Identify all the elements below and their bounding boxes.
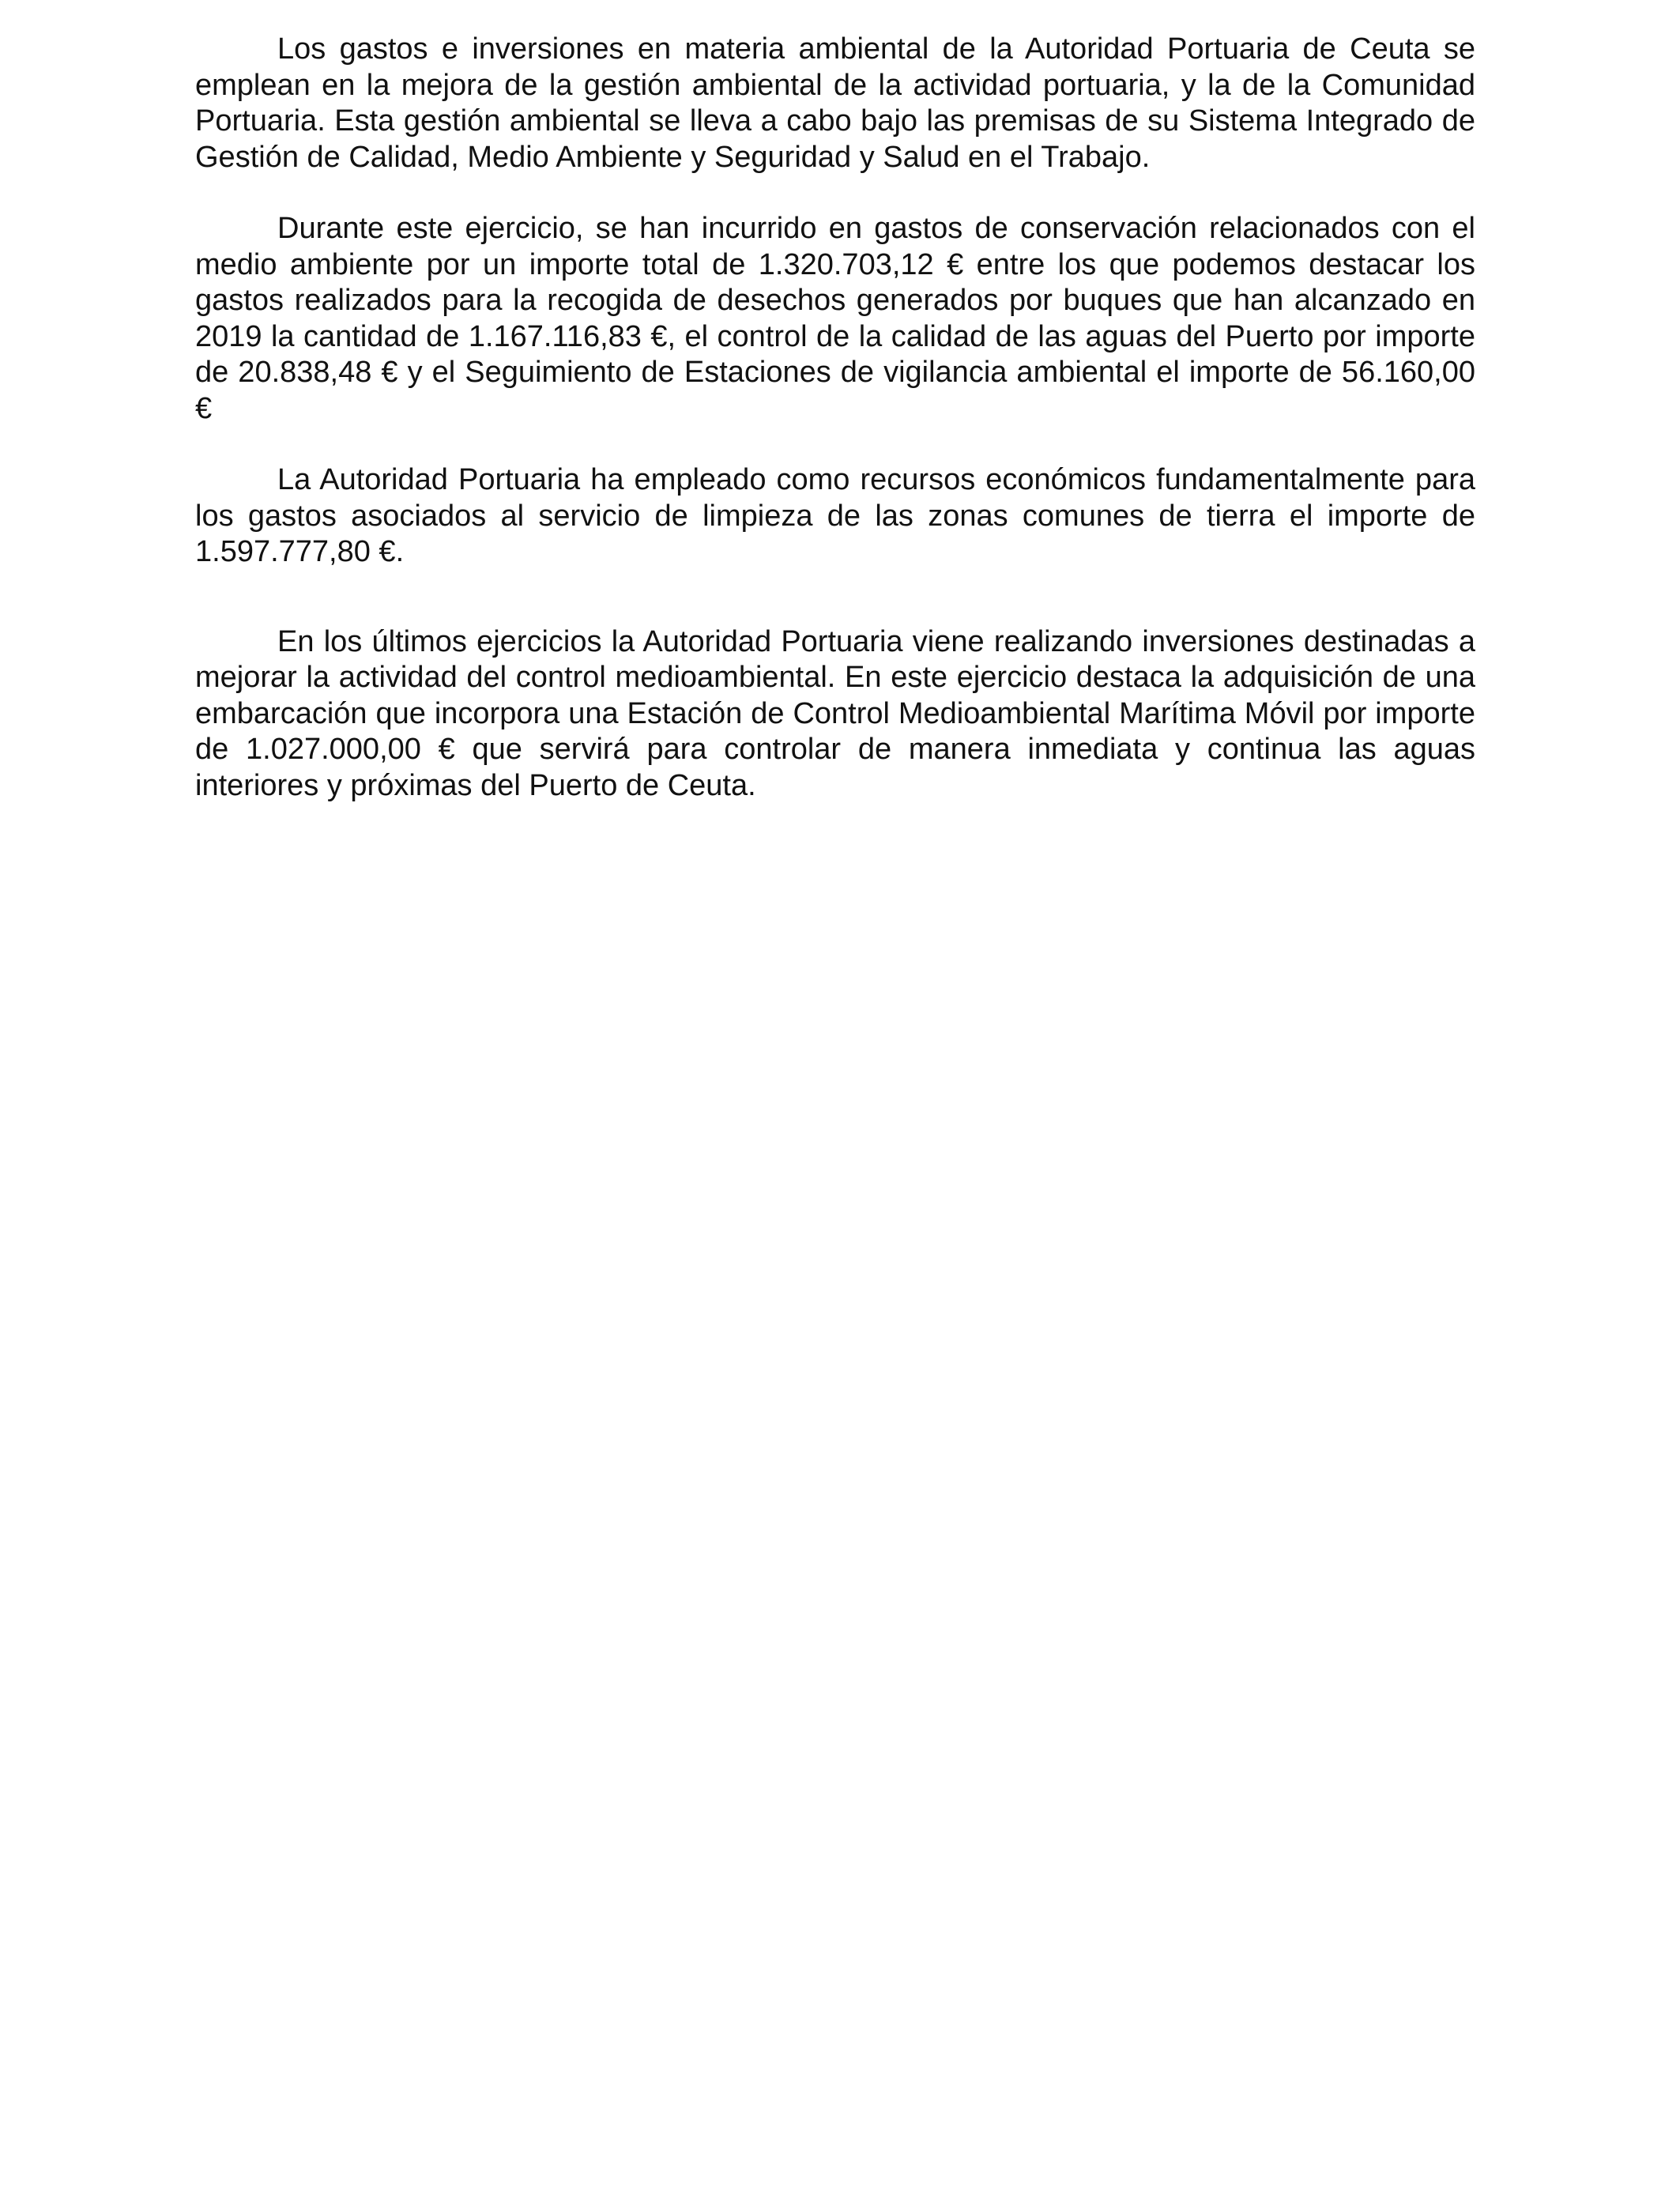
paragraph-environmental-expenses-intro: Los gastos e inversiones en materia ambiental de la Autoridad Portuaria de Ceuta se emplean en la mejora de la gestión ambiental de la actividad portuaria, y la de la Comunidad Portuaria. Esta gestión ambiental se lleva a cabo bajo las premisas de su Sistema Integrado de Gestión de Calidad, Medio Ambiente y Seguridad y Salud en el Trabajo. bbox=[195, 32, 1475, 174]
paragraph-cleaning-expenses: La Autoridad Portuaria ha empleado como recursos económicos fundamentalmente para los gastos asociados al servicio de limpieza de las zonas comunes de tierra el importe de 1.597.777,80 €. bbox=[195, 463, 1475, 568]
document-body bbox=[195, 32, 1475, 804]
paragraph-environmental-investments: En los últimos ejercicios la Autoridad Portuaria viene realizando inversiones destinadas a mejorar la actividad del control medioambiental. En este ejercicio destaca la adquisición de una embarcación que incorpora una Estación de Control Medioambiental Marítima Móvil por importe de 1.027.000,00 € que servirá para controlar de manera inmediata y continua las aguas interiores y próximas del Puerto de Ceuta. bbox=[195, 624, 1475, 802]
paragraph-conservation-expenses: Durante este ejercicio, se han incurrido en gastos de conservación relacionados con el medio ambiente por un importe total de 1.320.703,12 € entre los que podemos destacar los gastos realizados para la recogida de desechos generados por buques que han alcanzado en 2019 la cantidad de 1.167.116,83 €, el control de la calidad de las aguas del Puerto por importe de 20.838,48 € y el Seguimiento de Estaciones de vigilancia ambiental el importe de 56.160,00 € bbox=[195, 212, 1475, 425]
